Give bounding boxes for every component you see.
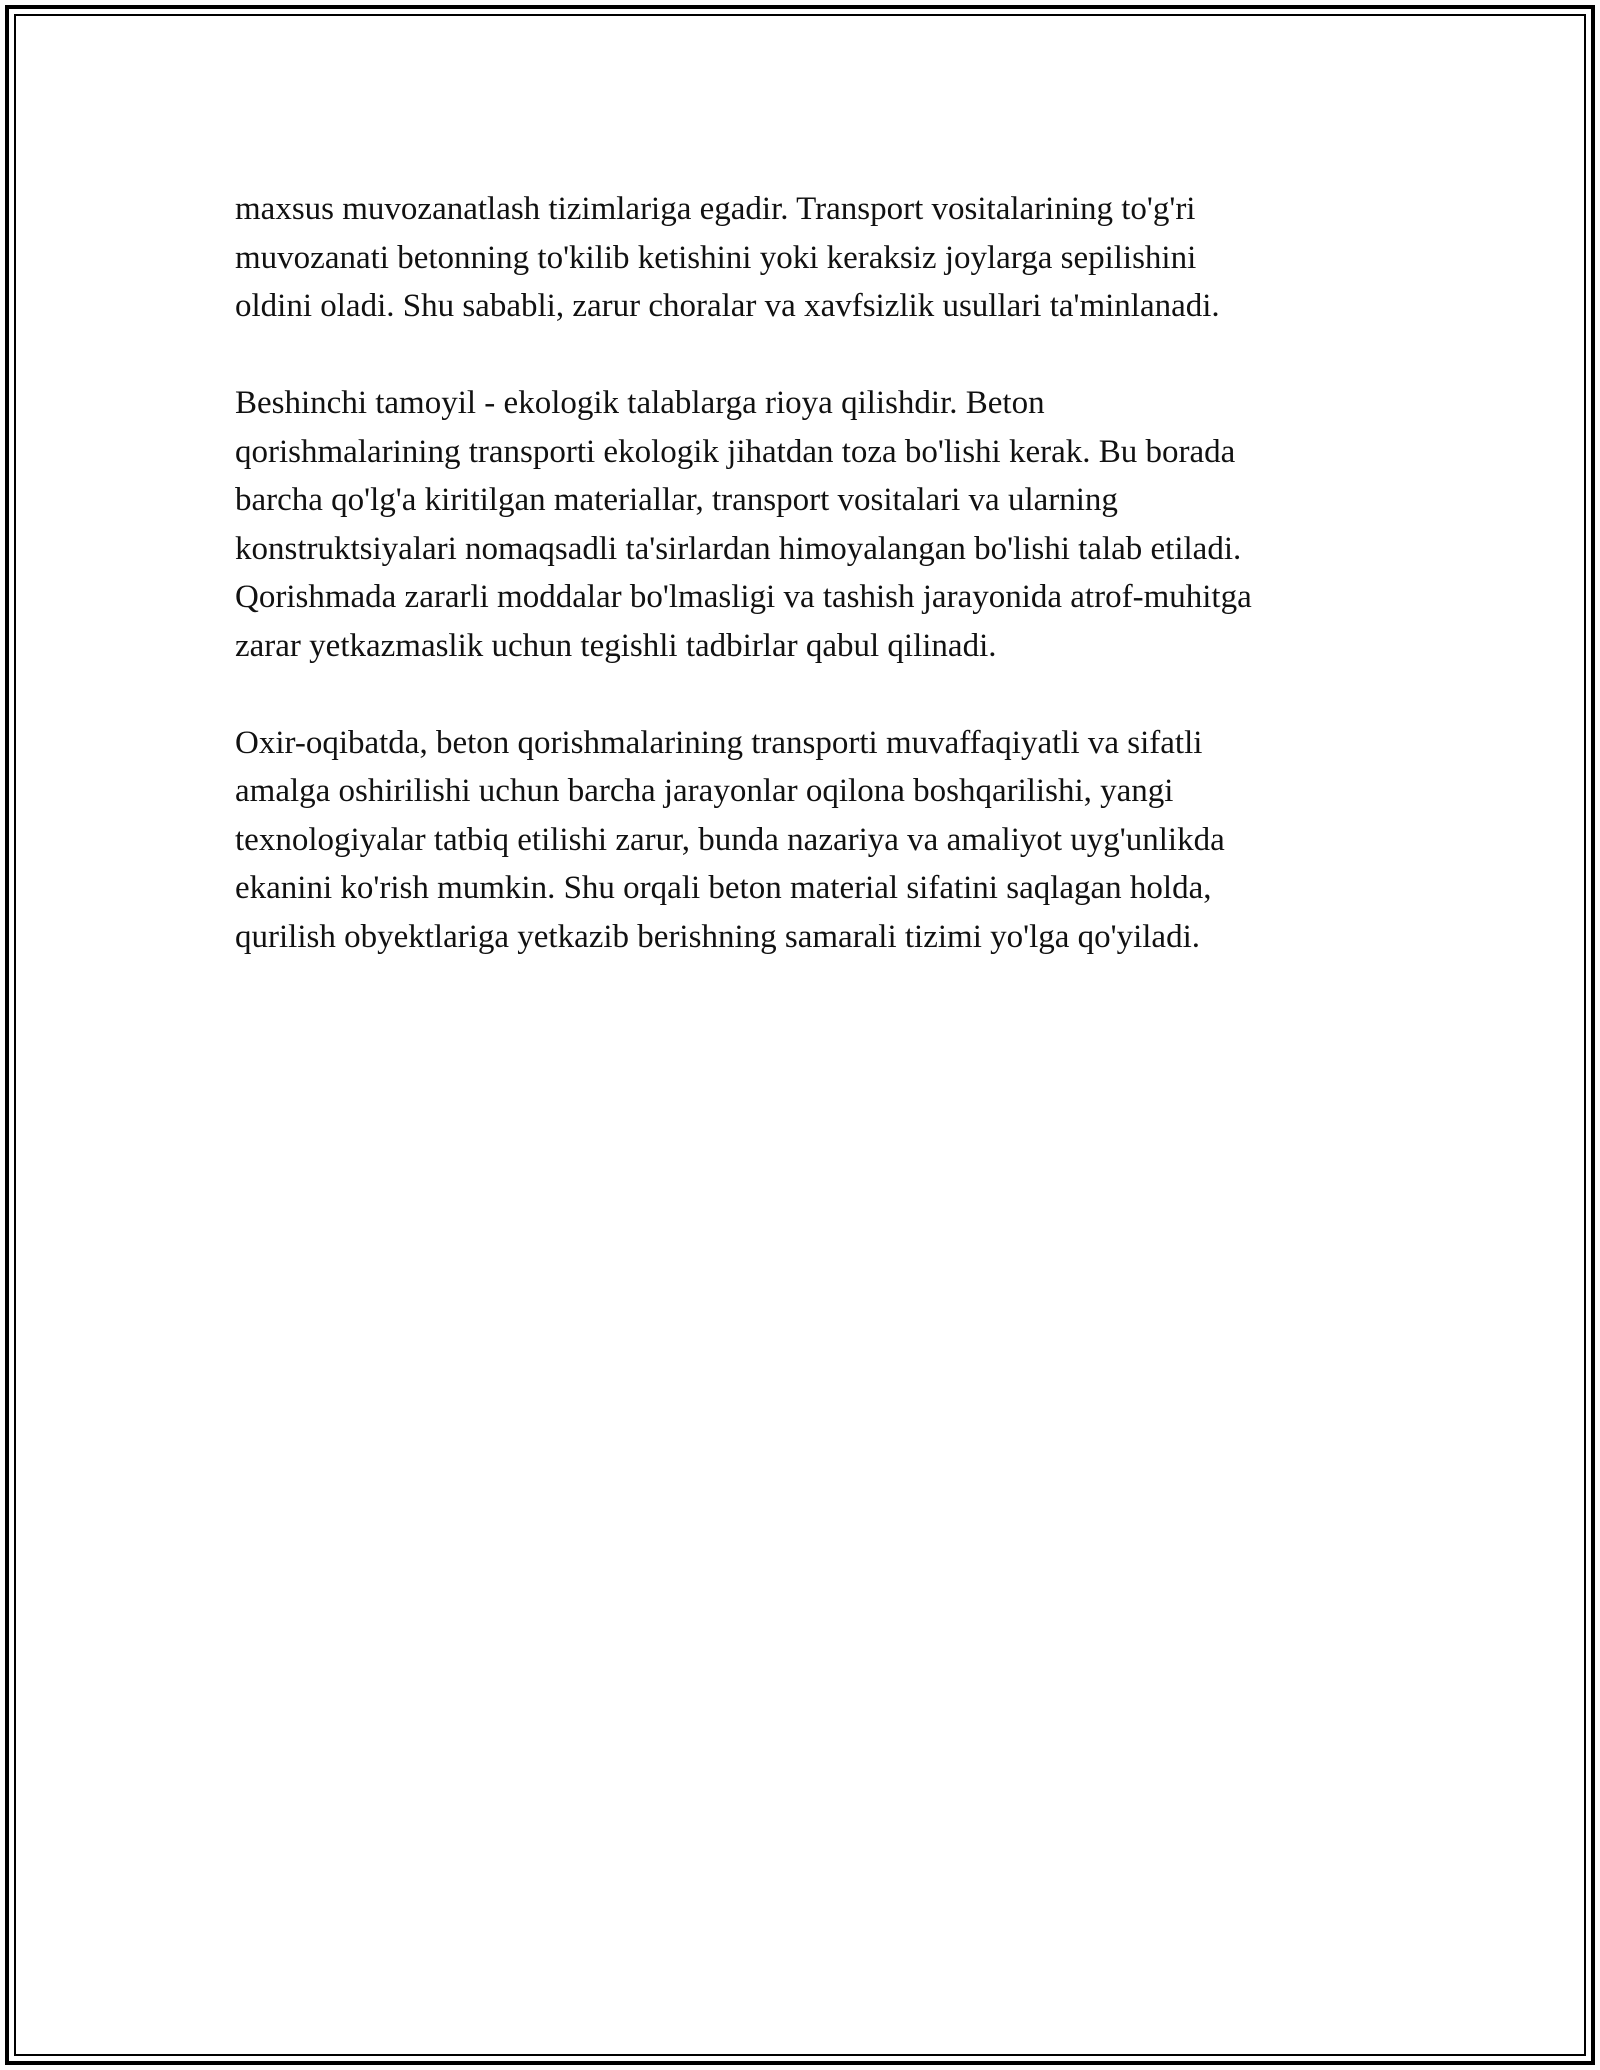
- text-line: oldini oladi. Shu sababli, zarur choralar va xavfsizlik usullari ta'minlanadi.: [235, 288, 1220, 324]
- text-line: muvozanati betonning to'kilib ketishini yoki keraksiz joylarga sepilishini: [235, 239, 1197, 276]
- text-line: barcha qo'lg'a kiritilgan materiallar, transport vositalari va ularning: [235, 482, 1118, 518]
- paragraph-3: [235, 719, 1365, 962]
- text-line: konstruktsiyalari nomaqsadli ta'sirlardan himoyalangan bo'lishi talab etiladi.: [235, 530, 1242, 567]
- text-line: Oxir-oqibatda, beton qorishmalarining transporti muvaffaqiyatli va sifatli: [235, 724, 1203, 761]
- text-line: Qorishmada zararli moddalar bo'lmasligi va tashish jarayonida atrof-muhitga: [235, 579, 1252, 615]
- text-line: Beshinchi tamoyil - ekologik talablarga rioya qilishdir. Beton: [235, 385, 1045, 421]
- text-line: ekanini ko'rish mumkin. Shu orqali beton material sifatini saqlagan holda,: [235, 870, 1212, 906]
- text-line: texnologiyalar tatbiq etilishi zarur, bunda nazariya va amaliyot uyg'unlikda: [235, 821, 1225, 858]
- paragraph-2: [235, 379, 1365, 670]
- document-body: [235, 185, 1365, 1010]
- text-line: maxsus muvozanatlash tizimlariga egadir. Transport vositalarining to'g'ri: [235, 191, 1196, 227]
- text-line: zarar yetkazmaslik uchun tegishli tadbirlar qabul qilinadi.: [235, 627, 997, 664]
- text-line: qurilish obyektlariga yetkazib berishning samarali tizimi yo'lga qo'yiladi.: [235, 918, 1200, 955]
- text-line: amalga oshirilishi uchun barcha jarayonlar oqilona boshqarilishi, yangi: [235, 773, 1174, 809]
- paragraph-1: [235, 185, 1365, 331]
- text-line: qorishmalarining transporti ekologik jihatdan toza bo'lishi kerak. Bu borada: [235, 433, 1236, 470]
